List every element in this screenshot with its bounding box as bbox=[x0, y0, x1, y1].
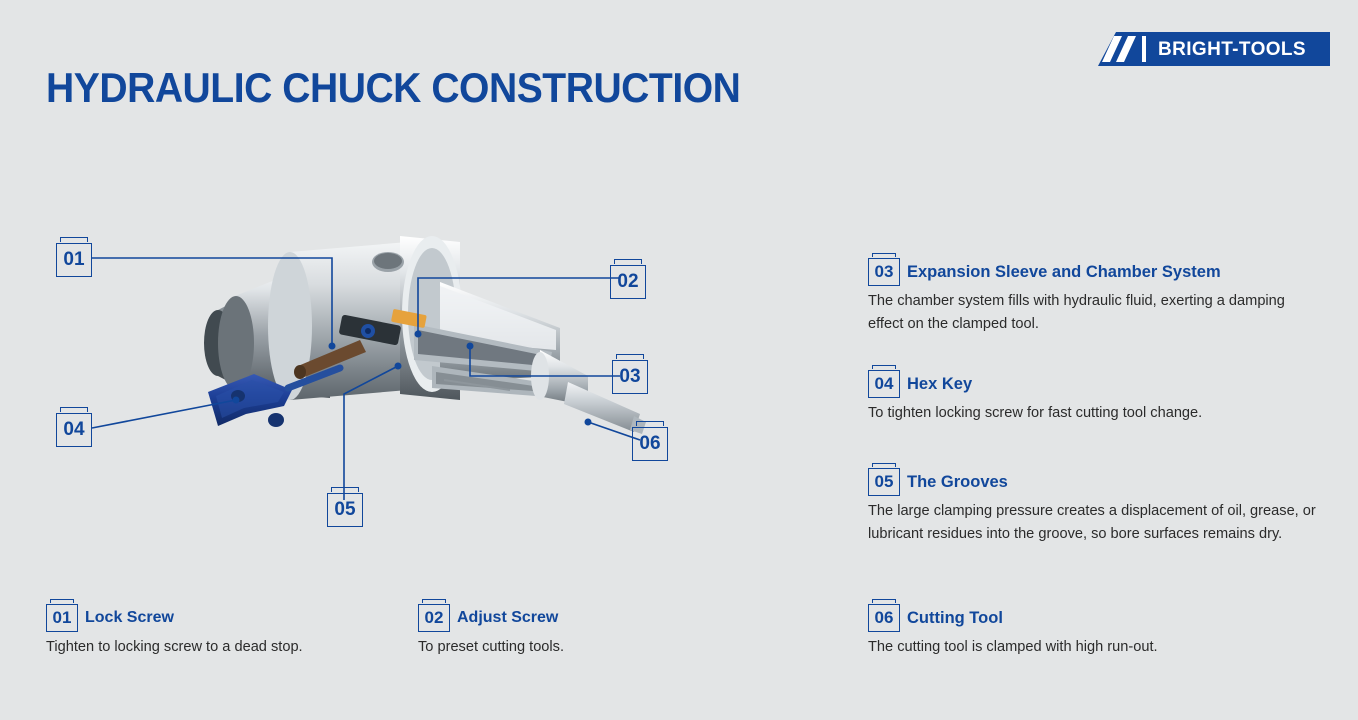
brand-name: BRIGHT-TOOLS bbox=[1158, 39, 1307, 60]
callout-04-title: Hex Key bbox=[907, 374, 973, 393]
callout-06-body: The cutting tool is clamped with high run-out. bbox=[868, 639, 1158, 655]
callout-03-head bbox=[868, 258, 1328, 286]
callout-06 bbox=[868, 604, 1338, 659]
diagram-marker-04[interactable]: 04 bbox=[56, 413, 92, 447]
callout-01-head bbox=[46, 604, 386, 632]
callout-03-badge[interactable]: 03 bbox=[868, 258, 900, 286]
callout-04 bbox=[868, 370, 1328, 425]
callout-03-title: Expansion Sleeve and Chamber System bbox=[907, 262, 1221, 281]
callout-02 bbox=[418, 604, 758, 659]
callout-04-head bbox=[868, 370, 1328, 398]
diagram-marker-01[interactable]: 01 bbox=[56, 243, 92, 277]
page-title: HYDRAULIC CHUCK CONSTRUCTION bbox=[46, 64, 741, 111]
callout-05 bbox=[868, 468, 1338, 545]
callout-03-body: The chamber system fills with hydraulic fluid, exerting a damping effect on the clamped tool. bbox=[868, 293, 1285, 332]
callout-05-badge[interactable]: 05 bbox=[868, 468, 900, 496]
callout-05-title: The Grooves bbox=[907, 472, 1008, 491]
callout-04-body: To tighten locking screw for fast cutting tool change. bbox=[868, 405, 1203, 421]
callout-02-body: To preset cutting tools. bbox=[418, 639, 565, 655]
diagram-marker-02[interactable]: 02 bbox=[610, 265, 646, 299]
callout-04-badge[interactable]: 04 bbox=[868, 370, 900, 398]
callout-06-badge[interactable]: 06 bbox=[868, 604, 900, 632]
callout-01-badge[interactable]: 01 bbox=[46, 604, 78, 632]
callout-05-body: The large clamping pressure creates a displacement of oil, grease, or lubricant residues into the groove, so bore surfaces remains dry. bbox=[868, 503, 1316, 542]
callout-02-title: Adjust Screw bbox=[457, 609, 559, 626]
diagram-marker-05[interactable]: 05 bbox=[327, 493, 363, 527]
callout-01-title: Lock Screw bbox=[85, 609, 174, 626]
callout-06-title: Cutting Tool bbox=[907, 608, 1003, 627]
callout-06-head bbox=[868, 604, 1338, 632]
diagram-marker-03[interactable]: 03 bbox=[612, 360, 648, 394]
callout-03 bbox=[868, 258, 1328, 335]
callout-01-body: Tighten to locking screw to a dead stop. bbox=[46, 639, 303, 655]
callout-01 bbox=[46, 604, 386, 659]
callout-05-head bbox=[868, 468, 1338, 496]
diagram-marker-06[interactable]: 06 bbox=[632, 427, 668, 461]
brand-logo bbox=[1098, 32, 1330, 66]
callout-02-head bbox=[418, 604, 758, 632]
callout-02-badge[interactable]: 02 bbox=[418, 604, 450, 632]
